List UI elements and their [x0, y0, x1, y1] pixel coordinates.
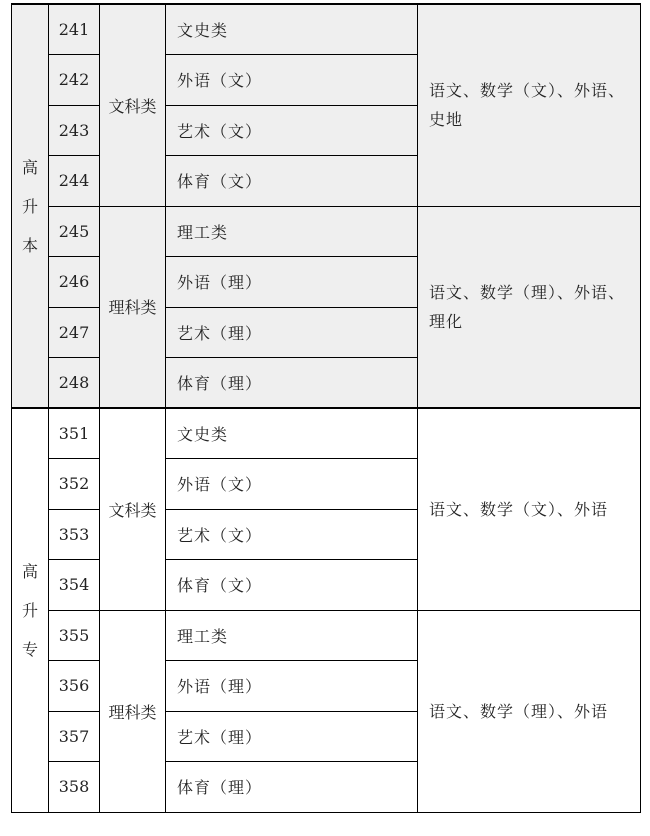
- code-cell: 351: [49, 408, 100, 459]
- level-cell: [12, 4, 49, 408]
- major-cell: [166, 661, 418, 712]
- major-label: 艺术（文）: [177, 525, 263, 545]
- category-cell: 理科类: [100, 610, 166, 812]
- table-row: [12, 408, 641, 459]
- code-cell: 355: [49, 610, 100, 661]
- code-cell: 352: [49, 459, 100, 510]
- major-label: 外语（文）: [177, 71, 263, 91]
- major-cell: [166, 408, 418, 459]
- major-cell: [166, 4, 418, 55]
- major-cell: [166, 257, 418, 308]
- major-cell: [166, 762, 418, 813]
- major-cell: [166, 509, 418, 560]
- major-label: 文史类: [177, 425, 229, 444]
- table-row: [12, 206, 641, 257]
- major-label: 体育（理）: [177, 778, 263, 798]
- exam-category-table: [11, 3, 641, 813]
- category-cell: 文科类: [100, 4, 166, 206]
- major-label: 理工类: [177, 626, 229, 646]
- level-label: 高升专: [21, 561, 38, 659]
- code-cell: 354: [49, 560, 100, 611]
- subjects-cell: 语文、数学（文）、外语、史地: [418, 4, 641, 206]
- level-label: 高升本: [21, 157, 38, 255]
- code-cell: 244: [49, 156, 100, 207]
- code-cell: 241: [49, 4, 100, 55]
- code-cell: 243: [49, 105, 100, 156]
- major-cell: [166, 358, 418, 409]
- code-cell: 358: [49, 762, 100, 813]
- group-gaoshengzhuan: [12, 408, 641, 812]
- code-cell: 248: [49, 358, 100, 409]
- code-cell: 247: [49, 307, 100, 358]
- category-cell: 理科类: [100, 206, 166, 408]
- code-cell: 353: [49, 509, 100, 560]
- major-cell: [166, 55, 418, 106]
- major-cell: [166, 610, 418, 661]
- subjects-cell: 语文、数学（理）、外语、理化: [418, 206, 641, 408]
- major-cell: [166, 206, 418, 257]
- major-label: 理工类: [177, 222, 229, 242]
- category-cell: 文科类: [100, 408, 166, 610]
- table-row: [12, 4, 641, 55]
- subjects-cell: 语文、数学（理）、外语: [418, 610, 641, 812]
- major-label: 体育（理）: [177, 374, 263, 393]
- major-cell: [166, 711, 418, 762]
- code-cell: 357: [49, 711, 100, 762]
- major-cell: [166, 156, 418, 207]
- major-cell: [166, 307, 418, 358]
- level-cell: [12, 408, 49, 812]
- code-cell: 242: [49, 55, 100, 106]
- major-label: 外语（文）: [177, 475, 263, 495]
- group-gaoshengben: [12, 4, 641, 408]
- code-cell: 245: [49, 206, 100, 257]
- major-label: 体育（文）: [177, 172, 263, 192]
- major-label: 外语（理）: [177, 677, 263, 697]
- major-label: 体育（文）: [177, 576, 263, 596]
- major-cell: [166, 459, 418, 510]
- code-cell: 356: [49, 661, 100, 712]
- code-cell: 246: [49, 257, 100, 308]
- major-label: 文史类: [177, 21, 229, 40]
- major-label: 外语（理）: [177, 273, 263, 293]
- major-cell: [166, 105, 418, 156]
- major-label: 艺术（文）: [177, 121, 263, 141]
- major-cell: [166, 560, 418, 611]
- major-label: 艺术（理）: [177, 323, 263, 343]
- subjects-cell: 语文、数学（文）、外语: [418, 408, 641, 610]
- table-row: [12, 610, 641, 661]
- major-label: 艺术（理）: [177, 727, 263, 747]
